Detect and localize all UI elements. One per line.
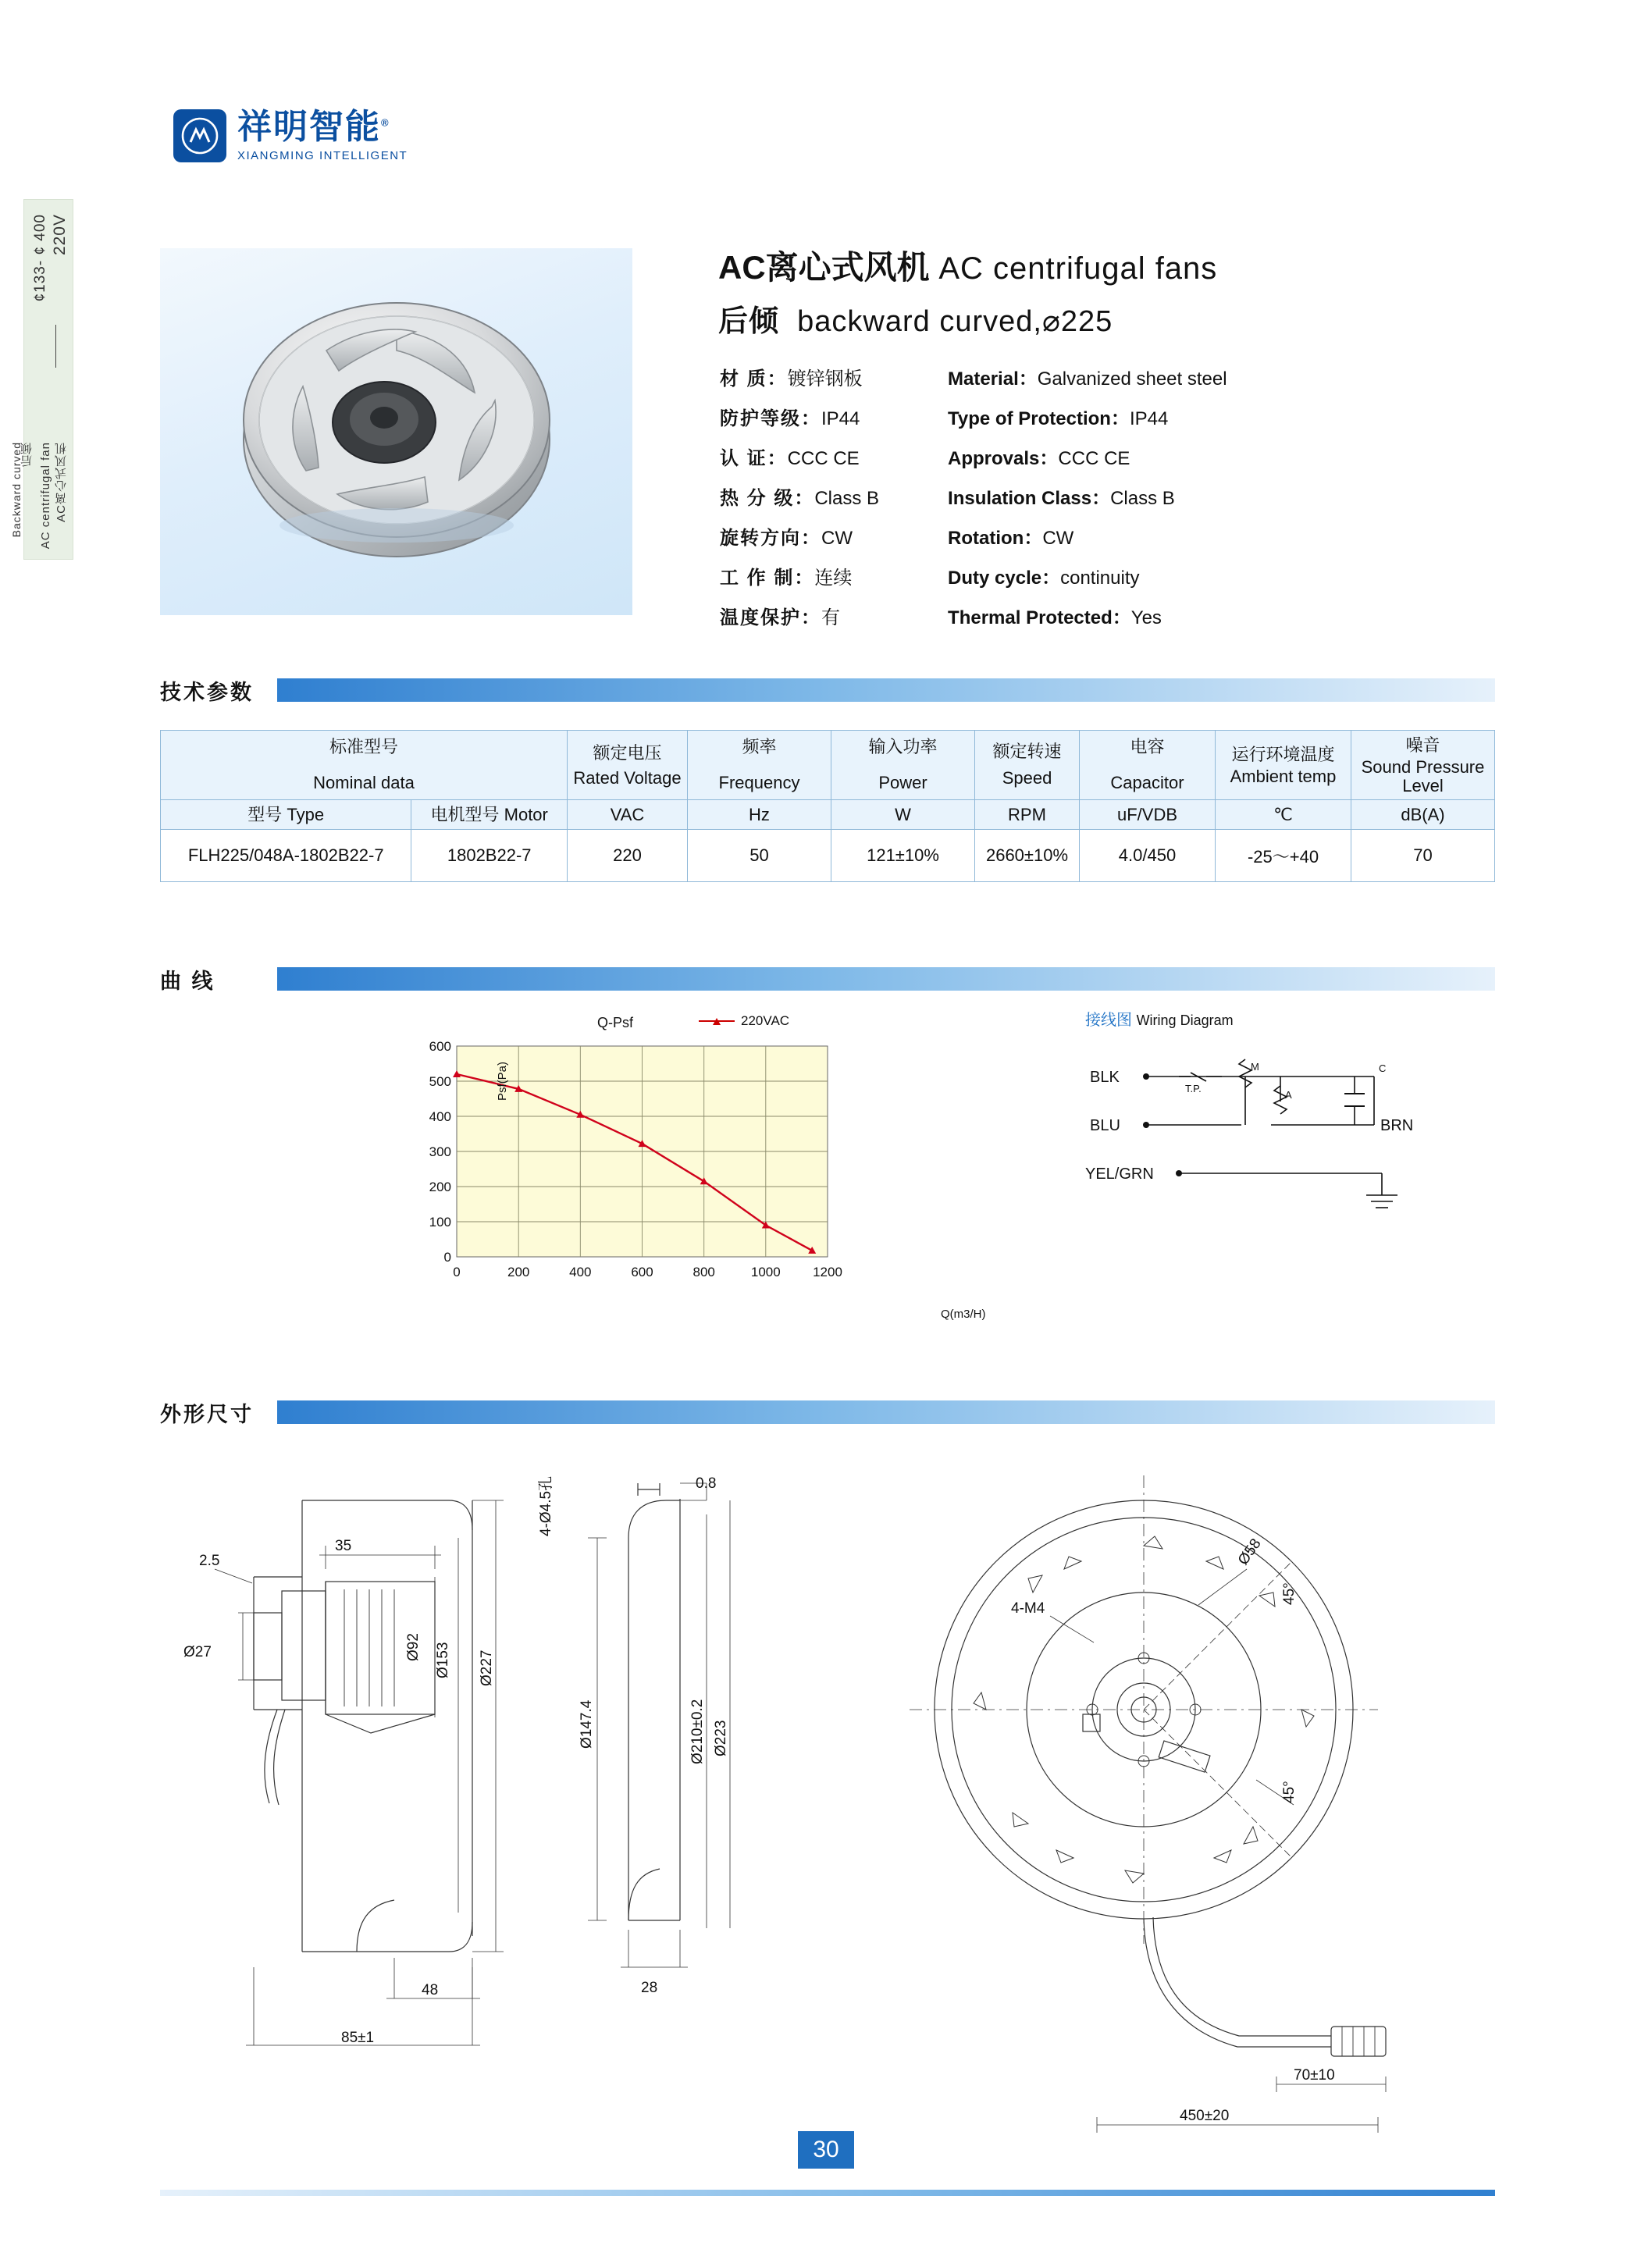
svg-text:1000: 1000 xyxy=(750,1265,781,1279)
spec-row xyxy=(948,522,1227,550)
dim-d227: Ø227 xyxy=(479,1649,495,1686)
header-en: Nominal data xyxy=(313,772,415,792)
svg-text:800: 800 xyxy=(692,1265,715,1279)
spec-row xyxy=(720,363,879,390)
spec-value: 镀锌钢板 xyxy=(787,368,863,390)
table-subheader-cell: ℃ xyxy=(1216,799,1351,830)
section-title-curve: 曲 线 xyxy=(160,964,226,995)
table-header-row xyxy=(161,731,1495,800)
chart-title: Q-Psf xyxy=(597,1015,634,1030)
side-category-cn: AC离心式风机 xyxy=(54,442,68,522)
logo-registered-mark: ® xyxy=(381,116,390,128)
section-title-params: 技术参数 xyxy=(160,675,265,706)
side-voltage: 220V xyxy=(51,214,69,256)
header-en: Power xyxy=(878,772,927,792)
header-en: Speed xyxy=(1002,767,1052,788)
table-header-cell xyxy=(1216,731,1351,800)
table-header-cell xyxy=(1080,731,1216,800)
spec-row xyxy=(720,562,879,589)
dim-d58: Ø58 xyxy=(1234,1536,1265,1568)
wiring-label-blk: BLK xyxy=(1090,1069,1120,1086)
table-subheader-cell: dB(A) xyxy=(1351,799,1495,830)
page-subtitle-en: backward curved,⌀225 xyxy=(797,305,1113,338)
spec-label: Rotation： xyxy=(948,528,1043,549)
spec-row xyxy=(948,562,1227,589)
spec-label: Material： xyxy=(948,368,1038,390)
header-cn: 标准型号 xyxy=(329,737,398,757)
dim-d147: Ø147.4 xyxy=(579,1699,595,1749)
spec-row xyxy=(948,363,1227,390)
header-en: Frequency xyxy=(718,772,800,792)
header-cn: 频率 xyxy=(742,737,777,757)
product-title-block xyxy=(718,242,1217,340)
dim-450: 450±20 xyxy=(1180,2108,1230,2124)
spec-label: 材 质： xyxy=(720,368,788,390)
header-cn: 输入功率 xyxy=(868,737,938,757)
section-bar xyxy=(277,967,1495,991)
table-subheader-cell: RPM xyxy=(975,799,1080,830)
table-header-cell xyxy=(688,731,831,800)
spec-label: Thermal Protected： xyxy=(948,607,1131,628)
header-en: Rated Voltage xyxy=(573,767,682,788)
table-subheader-row xyxy=(161,799,1495,830)
side-category-en: AC centrifugal fan xyxy=(38,442,52,550)
page-title-cn: AC离心式风机 xyxy=(718,249,930,286)
side-type-en: Backward curved xyxy=(10,442,23,538)
table-header-cell xyxy=(831,731,975,800)
svg-text:300: 300 xyxy=(429,1144,451,1159)
spec-value: IP44 xyxy=(1129,408,1169,429)
logo-mark-icon xyxy=(173,109,226,162)
wiring-title xyxy=(1085,1007,1491,1030)
table-subheader-cell: uF/VDB xyxy=(1080,799,1216,830)
dim-35: 35 xyxy=(335,1538,352,1554)
table-cell: -25～+40 xyxy=(1216,830,1351,882)
header-en: Ambient temp xyxy=(1230,766,1337,786)
spec-value: Class B xyxy=(814,488,880,509)
header-cn: 额定电压 xyxy=(593,743,662,763)
table-cell: 70 xyxy=(1351,830,1495,882)
svg-text:0: 0 xyxy=(443,1250,451,1265)
dim-4m4: 4-M4 xyxy=(1011,1600,1045,1617)
dim-d92: Ø92 xyxy=(405,1633,422,1661)
company-logo xyxy=(173,109,408,162)
specification-lists xyxy=(720,363,1227,629)
legend-line-icon xyxy=(699,1020,735,1022)
header-en: Capacitor xyxy=(1110,772,1184,792)
dimension-drawings xyxy=(160,1452,1495,2139)
dim-d27: Ø27 xyxy=(183,1644,212,1660)
dim-28: 28 xyxy=(641,1980,658,1996)
table-subheader-cell: VAC xyxy=(568,799,688,830)
table-row xyxy=(161,830,1495,882)
spec-label: Insulation Class： xyxy=(948,488,1111,509)
page-title-en: AC centrifugal fans xyxy=(938,251,1218,286)
table-cell: 50 xyxy=(688,830,831,882)
spec-label: 温度保护： xyxy=(720,607,821,628)
spec-value: 有 xyxy=(821,607,840,628)
page-subtitle xyxy=(718,297,1217,340)
chart-legend xyxy=(699,1013,789,1029)
wiring-label-c: C xyxy=(1379,1062,1387,1074)
table-cell: 4.0/450 xyxy=(1080,830,1216,882)
side-diameter: ¢133- ¢ 400 xyxy=(32,214,48,302)
header-cn: 噪音 xyxy=(1405,735,1440,755)
svg-text:100: 100 xyxy=(429,1215,451,1230)
spec-label: 旋转方向： xyxy=(720,528,821,549)
spec-row xyxy=(720,482,879,510)
dim-hole: 4-Ø4.5孔 xyxy=(538,1475,554,1536)
parameters-table xyxy=(160,730,1495,882)
table-header-cell xyxy=(161,731,568,800)
header-cn: 运行环境温度 xyxy=(1231,745,1335,765)
table-cell: FLH225/048A-1802B22-7 xyxy=(161,830,411,882)
spec-value: continuity xyxy=(1060,568,1140,589)
spec-row xyxy=(720,403,879,430)
spec-value: IP44 xyxy=(821,408,860,429)
svg-text:400: 400 xyxy=(429,1109,451,1124)
spec-value: CCC CE xyxy=(1058,448,1130,469)
footer-bar xyxy=(160,2190,1495,2196)
spec-label: Approvals： xyxy=(948,448,1059,469)
legend-label: 220VAC xyxy=(741,1013,790,1028)
wiring-schematic xyxy=(1085,1047,1476,1250)
spec-value: Class B xyxy=(1110,488,1175,509)
dim-d153: Ø153 xyxy=(435,1642,451,1678)
spec-row xyxy=(948,403,1227,430)
dim-70: 70±10 xyxy=(1294,2067,1335,2084)
spec-value: CW xyxy=(1042,528,1074,549)
spec-label: Type of Protection： xyxy=(948,408,1130,429)
table-subheader-cell: 电机型号 Motor xyxy=(411,799,568,830)
table-subheader-cell: 型号 Type xyxy=(161,799,411,830)
page-number: 30 xyxy=(798,2131,854,2169)
section-header-curve xyxy=(160,964,1495,995)
spec-list-en xyxy=(948,363,1227,629)
chart-y-axis-label: Psf(Pa) xyxy=(496,1062,509,1101)
header-cn: 电容 xyxy=(1130,737,1165,757)
svg-text:400: 400 xyxy=(569,1265,592,1279)
dim-45a: 45° xyxy=(1281,1582,1298,1605)
product-photo xyxy=(160,248,632,615)
spec-row xyxy=(948,482,1227,510)
spec-value: CW xyxy=(821,528,853,549)
spec-row xyxy=(948,602,1227,629)
spec-row xyxy=(948,443,1227,470)
section-header-dims xyxy=(160,1397,1495,1429)
svg-text:500: 500 xyxy=(429,1074,451,1089)
spec-row xyxy=(720,443,879,470)
dimension-svg xyxy=(160,1452,1495,2139)
wiring-label-a: A xyxy=(1285,1089,1292,1101)
header-en: Sound Pressure Level xyxy=(1361,756,1485,795)
wiring-label-yel: YEL/GRN xyxy=(1085,1165,1154,1183)
spec-value: Galvanized sheet steel xyxy=(1037,368,1227,390)
spec-value: CCC CE xyxy=(787,448,860,469)
spec-value: 连续 xyxy=(814,568,853,589)
table-cell: 121±10% xyxy=(831,830,975,882)
wiring-label-tp: T.P. xyxy=(1185,1083,1202,1094)
table-subheader-cell: W xyxy=(831,799,975,830)
table-header-cell xyxy=(568,731,688,800)
spec-label: Duty cycle： xyxy=(948,568,1061,589)
page-title xyxy=(718,242,1217,289)
svg-text:600: 600 xyxy=(631,1265,653,1279)
spec-value: Yes xyxy=(1130,607,1162,628)
impeller-illustration xyxy=(194,276,600,588)
wiring-title-en: Wiring Diagram xyxy=(1136,1012,1234,1028)
table-header-cell xyxy=(1351,731,1495,800)
svg-text:200: 200 xyxy=(507,1265,530,1279)
side-type-cn: 后倾 xyxy=(20,442,34,467)
spec-row xyxy=(720,522,879,550)
spec-label: 认 证： xyxy=(720,448,788,469)
svg-text:1200: 1200 xyxy=(813,1265,842,1279)
header-cn: 额定转速 xyxy=(992,742,1062,762)
dim-2-5: 2.5 xyxy=(199,1553,220,1569)
logo-name-cn xyxy=(237,107,408,146)
section-header-params xyxy=(160,675,1495,706)
dim-45b: 45° xyxy=(1281,1781,1298,1803)
spec-label: 热 分 级： xyxy=(720,488,815,509)
dim-d210: Ø210±0.2 xyxy=(689,1699,706,1764)
spec-label: 工 作 制： xyxy=(720,568,815,589)
page-subtitle-cn: 后倾 xyxy=(718,305,780,338)
logo-name-cn-text: 祥明智能 xyxy=(237,107,381,146)
table-subheader-cell: Hz xyxy=(688,799,831,830)
table-cell: 2660±10% xyxy=(975,830,1080,882)
table-header-cell xyxy=(975,731,1080,800)
spec-list-cn xyxy=(720,363,879,629)
dim-85: 85±1 xyxy=(341,2030,375,2046)
wiring-label-m: M xyxy=(1251,1061,1259,1073)
svg-text:600: 600 xyxy=(429,1039,451,1054)
table-cell: 220 xyxy=(568,830,688,882)
spec-row xyxy=(720,602,879,629)
dim-48: 48 xyxy=(422,1982,439,1998)
svg-text:0: 0 xyxy=(453,1265,461,1279)
side-index-tab xyxy=(10,199,73,560)
dim-d223: Ø223 xyxy=(713,1720,729,1756)
wiring-label-brn: BRN xyxy=(1380,1117,1414,1134)
section-bar xyxy=(277,1400,1495,1424)
dim-0-8: 0.8 xyxy=(696,1475,717,1492)
section-bar xyxy=(277,678,1495,702)
performance-chart xyxy=(371,1030,964,1343)
svg-text:200: 200 xyxy=(429,1180,451,1194)
logo-name-en: XIANGMING INTELLIGENT xyxy=(237,148,408,162)
side-divider-line xyxy=(55,325,56,368)
spec-label: 防护等级： xyxy=(720,408,821,429)
wiring-diagram xyxy=(1085,1007,1491,1272)
wiring-title-cn: 接线图 xyxy=(1085,1012,1132,1029)
chart-x-axis-label: Q(m3/H) xyxy=(941,1308,986,1321)
wiring-label-blu: BLU xyxy=(1090,1117,1120,1134)
section-title-dims: 外形尺寸 xyxy=(160,1397,265,1428)
table-cell: 1802B22-7 xyxy=(411,830,568,882)
